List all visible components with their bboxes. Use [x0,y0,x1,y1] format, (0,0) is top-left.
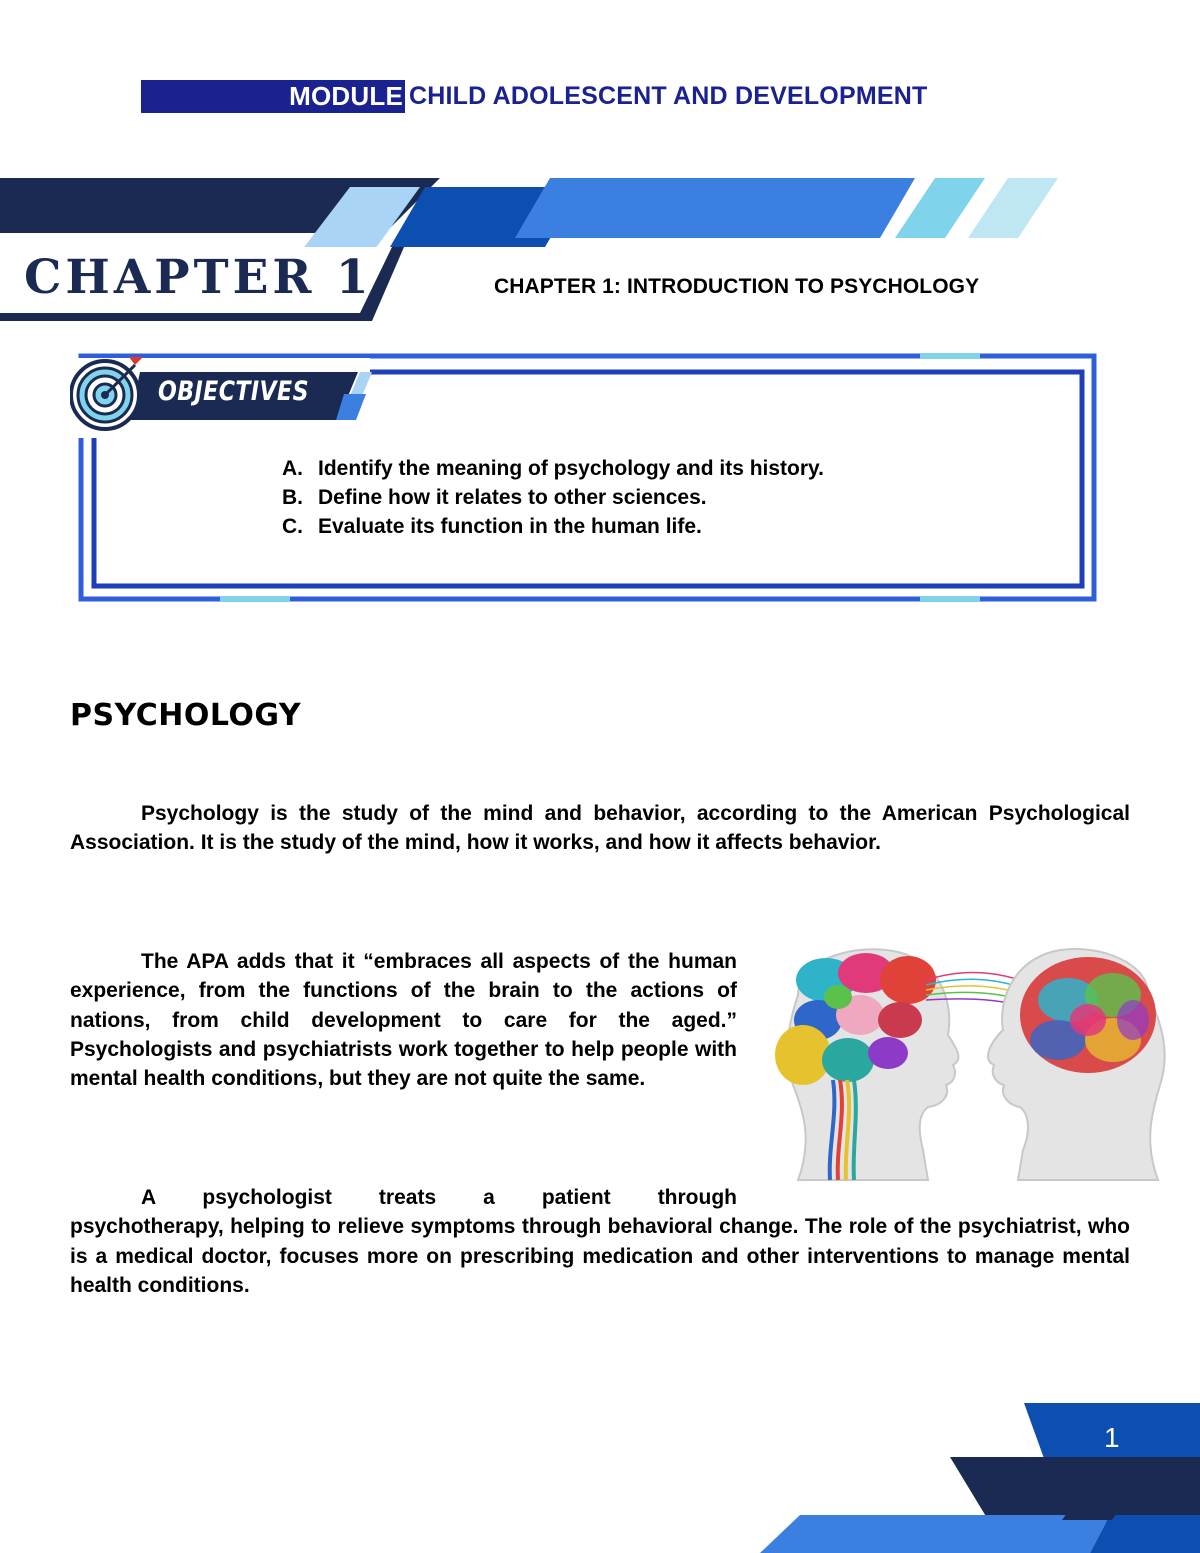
page-number: 1 [1104,1422,1120,1453]
banner-pale-slash [968,178,1058,238]
objectives-list [282,454,824,541]
two-heads-colorful-brains-illustration [758,935,1186,1187]
objective-letter: B. [282,486,303,509]
paragraph-continuation: psychotherapy, helping to relieve symptoms through behavioral change. The role of the psychiatrist, who is a medical doctor, focuses more on prescribing medication and other interventions to manage mental health conditions. [70,1215,1130,1297]
section-title: PSYCHOLOGY [70,698,302,733]
module-title: CHILD ADOLESCENT AND DEVELOPMENT [409,82,928,110]
paragraph-lead-line: A psychologist treats a patient through [141,1186,737,1209]
footer-decoration [750,1395,1200,1553]
objective-text: Define how it relates to other sciences. [318,486,707,509]
body-paragraph: The APA adds that it “embraces all aspects of the human experience, from the functions of the brain to the actions of nations, from child development to care for the aged.” Psychologists and psychiatrists work together to help people with mental health conditions, but they are not quite the same. [70,950,737,1091]
objective-item [282,454,824,483]
objective-letter: A. [282,457,303,480]
body-paragraph [70,1183,1130,1300]
objectives-heading: OBJECTIVES [158,376,309,407]
footer-mid-bar [760,1515,1110,1553]
banner-mid-bar [515,178,915,238]
objective-item [282,512,824,541]
chapter-label: CHAPTER 1 [24,250,373,305]
objective-text: Identify the meaning of psychology and its history. [318,457,824,480]
module-tag: MODULE [141,80,405,113]
chapter-subtitle: CHAPTER 1: INTRODUCTION TO PSYCHOLOGY [494,275,980,298]
objective-letter: C. [282,515,303,538]
objective-item [282,483,824,512]
target-icon [71,357,143,429]
objective-text: Evaluate its function in the human life. [318,515,702,538]
module-header [141,80,927,113]
body-paragraph: Psychology is the study of the mind and behavior, according to the American Psychological Association. It is the study of the mind, how it works, and how it affects behavior. [70,802,1130,855]
